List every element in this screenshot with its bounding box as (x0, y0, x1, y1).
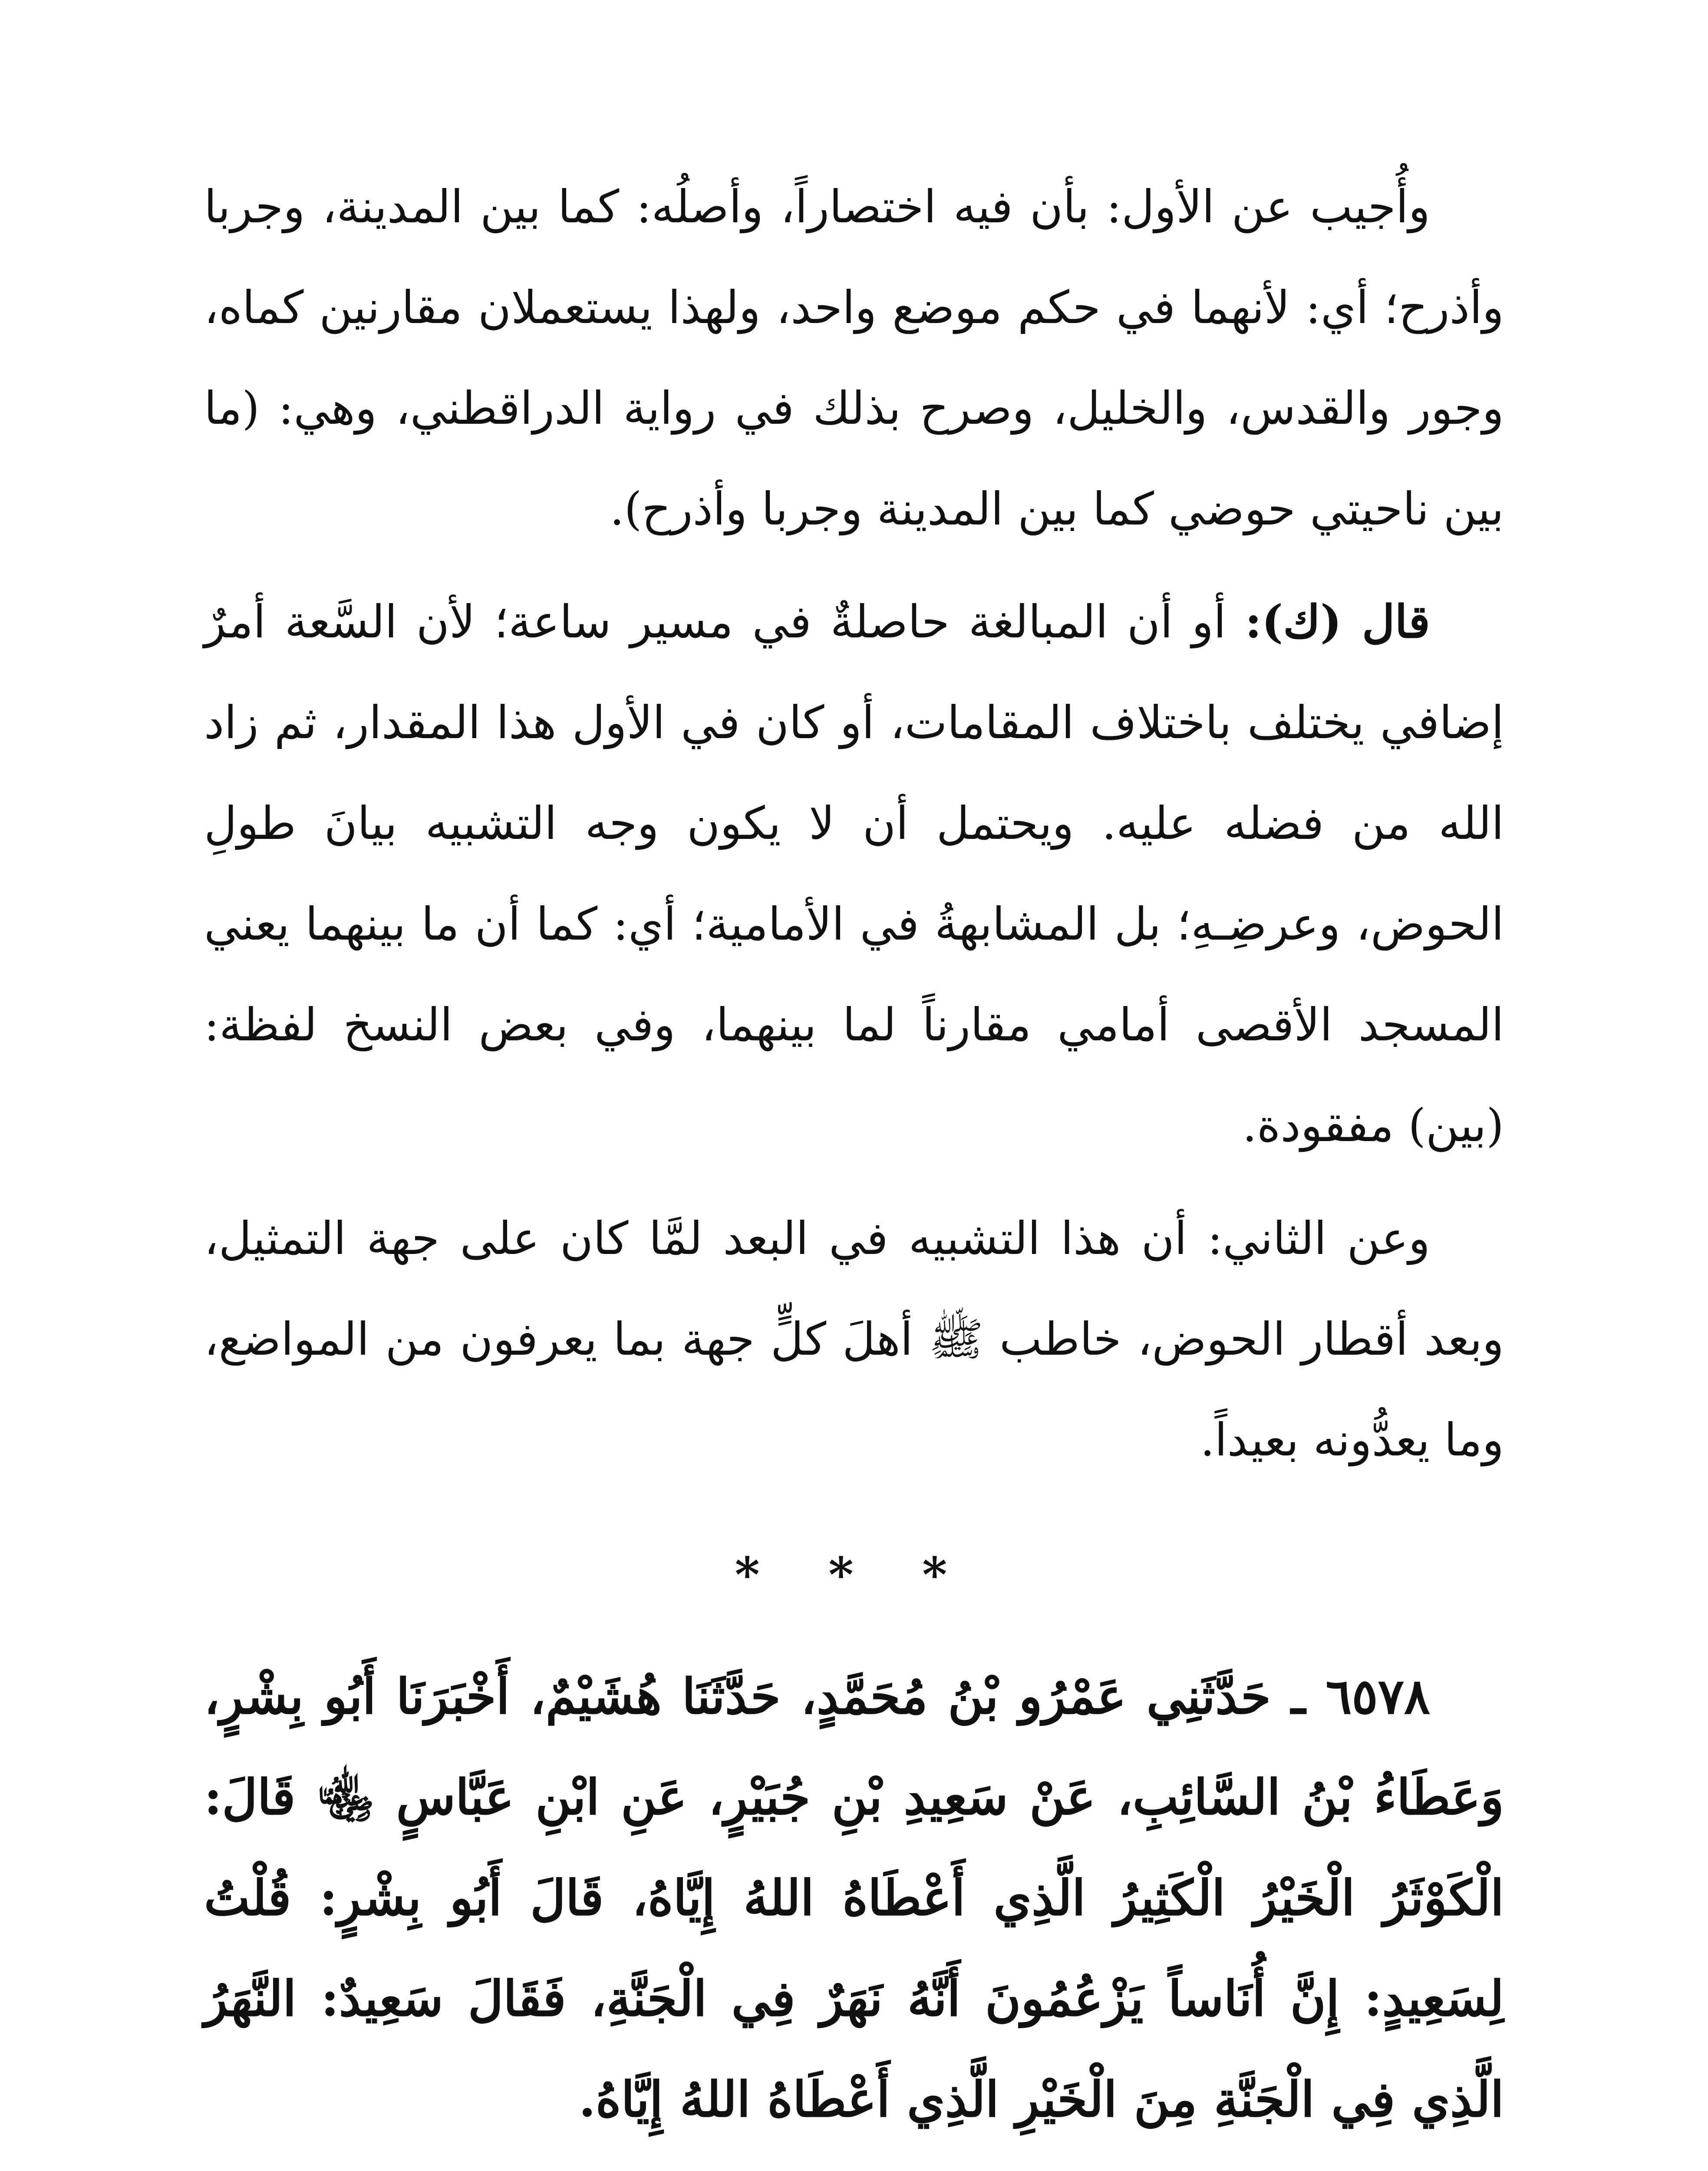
commentary-paragraph-2 (204, 571, 1504, 1176)
quote-attribution: قال (ك): (1245, 595, 1430, 648)
section-separator: * * * (735, 1547, 973, 1603)
hadith-text: ٦٥٧٨ ـ حَدَّثَنِي عَمْرُو بْنُ مُحَمَّدٍ، حَدَّثَنَا هُشَيْمٌ، أَخْبَرَنَا أَبُو بِشْرٍ، وَعَطَاءُ بْنُ السَّائِبِ، عَنْ سَعِيدِ بْنِ جُبَيْرٍ، عَنِ ابْنِ عَبَّاسٍ ﵄ قَالَ: الْكَوْثَرُ الْخَيْرُ الْكَثِيرُ الَّذِي أَعْطَاهُ اللهُ إِيَّاهُ، قَالَ أَبُو بِشْرٍ: قُلْتُ لِسَعِيدٍ: إِنَّ أُنَاساً يَزْعُمُونَ أَنَّهُ نَهَرٌ فِي الْجَنَّةِ، فَقَالَ سَعِيدٌ: النَّهَرُ الَّذِي فِي الْجَنَّةِ مِنَ الْخَيْرِ الَّذِي أَعْطَاهُ اللهُ إِيَّاهُ. (204, 1668, 1504, 2128)
commentary-paragraph-1: وأُجيب عن الأول: بأن فيه اختصاراً، وأصلُه: كما بين المدينة، وجربا وأذرح؛ أي: لأنهما في حكم موضع واحد، ولهذا يستعملان مقارنين كماه، وجور والقدس، والخليل، وصرح بذلك في رواية الدراقطني، وهي: (ما بين ناحيتي حوضي كما بين المدينة وجربا وأذرح). (204, 180, 1504, 535)
commentary-paragraph-3: وعن الثاني: أن هذا التشبيه في البعد لمَّا كان على جهة التمثيل، وبعد أقطار الحوض، خاطب ﷺ أهلَ كلٍّ جهة بما يعرفون من المواضع، وما يعدُّونه بعيداً. (204, 1212, 1504, 1466)
commentary-paragraph-2-text: أو أن المبالغة حاصلةٌ في مسير ساعة؛ لأن السَّعة أمرٌ إضافي يختلف باختلاف المقامات، أو كان في الأول هذا المقدار، ثم زاد الله من فضله عليه. ويحتمل أن لا يكون وجه التشبيه بيانَ طولِ الحوض، وعرضِـهِ؛ بل المشابهةُ في الأمامية؛ أي: كما أن ما بينهما يعني المسجد الأقصى أمامي مقارناً لما بينهما، وفي بعض النسخ لفظة: (بين) مفقودة. (204, 595, 1504, 1152)
